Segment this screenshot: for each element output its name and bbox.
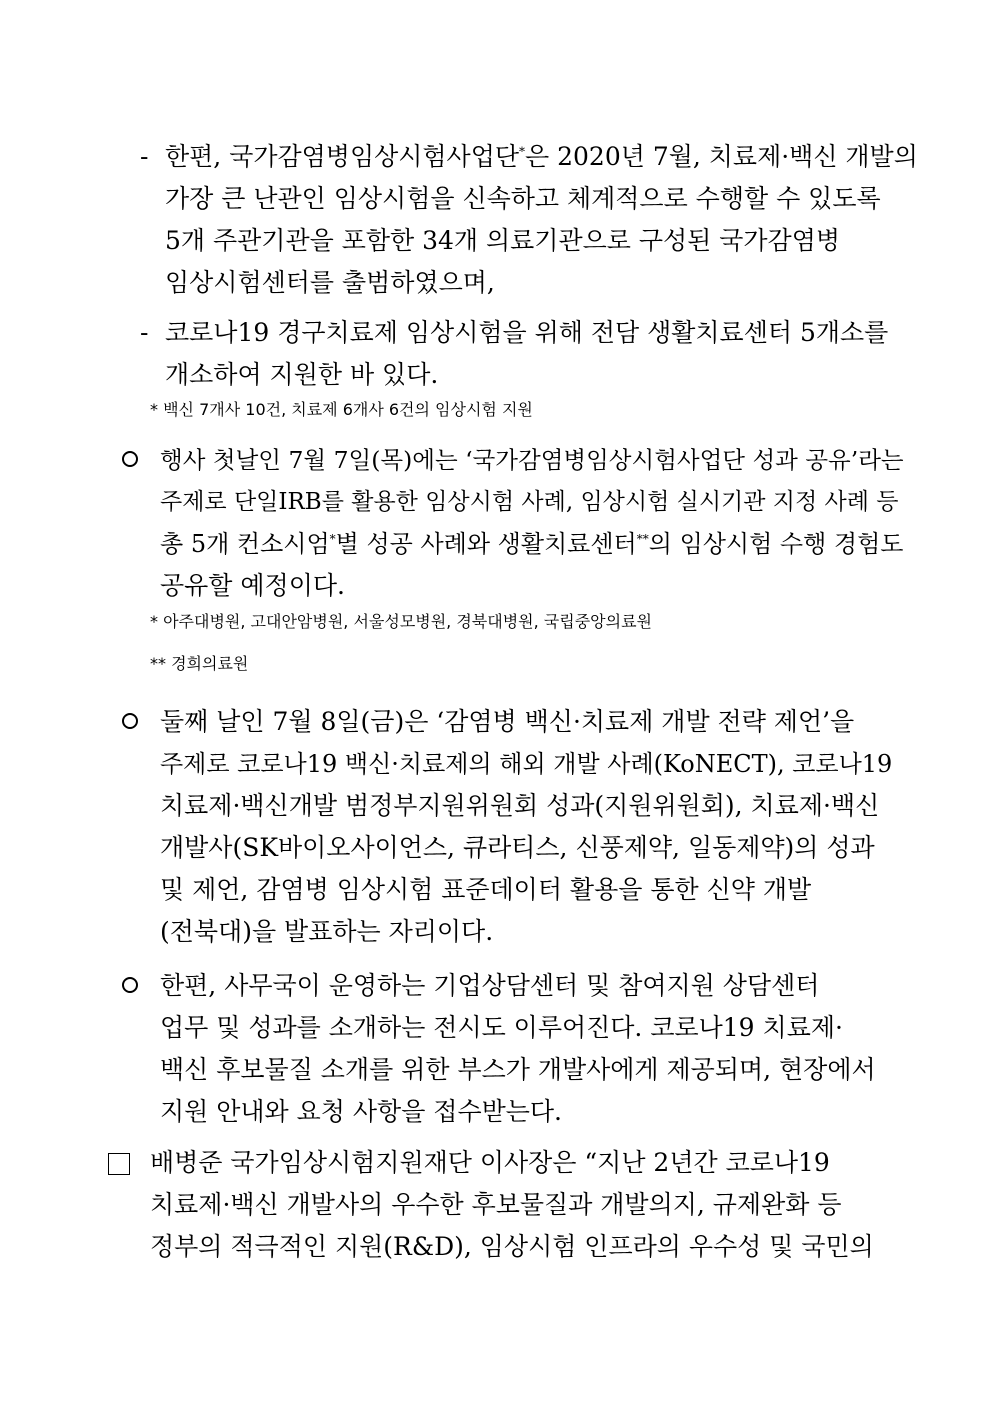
paragraph-line bbox=[165, 137, 918, 177]
footnote: ** 경희의료원 bbox=[150, 654, 249, 673]
dash-marker: - bbox=[140, 318, 149, 347]
footnote-mark: * bbox=[329, 532, 336, 546]
paragraph-line: (전북대)을 발표하는 자리이다. bbox=[160, 917, 494, 946]
paragraph-line: 백신 후보물질 소개를 위한 부스가 개발사에게 제공되며, 현장에서 bbox=[160, 1055, 876, 1084]
paragraph-line: 개발사(SK바이오사이언스, 큐라티스, 신풍제약, 일동제약)의 성과 bbox=[160, 833, 875, 862]
paragraph-line: 임상시험센터를 출범하였으며, bbox=[165, 268, 495, 297]
paragraph-line: 업무 및 성과를 소개하는 전시도 이루어진다. 코로나19 치료제· bbox=[160, 1013, 843, 1042]
paragraph-line: 개소하여 지원한 바 있다. bbox=[165, 360, 439, 389]
paragraph-line: 한편, 사무국이 운영하는 기업상담센터 및 참여지원 상담센터 bbox=[160, 971, 820, 1000]
paragraph-line: 5개 주관기관을 포함한 34개 의료기관으로 구성된 국가감염병 bbox=[165, 226, 840, 255]
circle-bullet-icon bbox=[122, 451, 138, 467]
circle-bullet-icon bbox=[122, 713, 138, 729]
text-segment: 별 성공 사례와 생활치료센터 bbox=[335, 530, 637, 558]
paragraph-line: 및 제언, 감염병 임상시험 표준데이터 활용을 통한 신약 개발 bbox=[160, 875, 812, 904]
footnote-mark: ** bbox=[636, 532, 649, 546]
paragraph-line: 주제로 코로나19 백신·치료제의 해외 개발 사례(KoNECT), 코로나19 bbox=[160, 750, 893, 778]
paragraph-line bbox=[165, 179, 895, 219]
text-segment: 가장 큰 난관인 임상시험을 신속하고 체계적으로 수행할 수 있도록 bbox=[165, 184, 881, 213]
paragraph-line: 정부의 적극적인 지원(R&D), 임상시험 인프라의 우수성 및 국민의 bbox=[150, 1232, 874, 1261]
paragraph-line: 둘째 날인 7월 8일(금)은 ‘감염병 백신·치료제 개발 전략 제언’을 bbox=[160, 707, 855, 736]
circle-bullet-icon bbox=[122, 977, 138, 993]
footnote: * 백신 7개사 10건, 치료제 6개사 6건의 임상시험 지원 bbox=[150, 400, 533, 419]
paragraph-line: 치료제·백신개발 범정부지원위원회 성과(지원위원회), 치료제·백신 bbox=[160, 791, 880, 820]
text-segment: 의 임상시험 수행 경험도 bbox=[648, 530, 904, 558]
footnote: * 아주대병원, 고대안암병원, 서울성모병원, 경북대병원, 국립중앙의료원 bbox=[150, 612, 652, 631]
text-segment: 은 2020년 7월, 치료제·백신 개발의 bbox=[525, 142, 918, 171]
text-segment: 총 5개 컨소시엄 bbox=[160, 530, 330, 558]
footnote-mark: * bbox=[519, 144, 525, 159]
paragraph-line: 치료제·백신 개발사의 우수한 후보물질과 개발의지, 규제완화 등 bbox=[150, 1190, 842, 1219]
dash-marker: - bbox=[140, 142, 149, 171]
paragraph-line: 주제로 단일IRB를 활용한 임상시험 사례, 임상시험 실시기관 지정 사례 등 bbox=[160, 489, 899, 515]
text-segment: 한편, 국가감염병임상시험사업단 bbox=[165, 142, 519, 171]
paragraph-line bbox=[160, 524, 903, 564]
square-bullet-icon bbox=[108, 1153, 130, 1175]
paragraph-line: 배병준 국가임상시험지원재단 이사장은 “지난 2년간 코로나19 bbox=[150, 1148, 830, 1177]
paragraph-line: 코로나19 경구치료제 임상시험을 위해 전담 생활치료센터 5개소를 bbox=[165, 318, 889, 347]
paragraph-line: 행사 첫날인 7월 7일(목)에는 ‘국가감염병임상시험사업단 성과 공유’라는 bbox=[160, 446, 904, 474]
paragraph-line: 공유할 예정이다. bbox=[160, 571, 345, 600]
paragraph-line: 지원 안내와 요청 사항을 접수받는다. bbox=[160, 1097, 562, 1126]
